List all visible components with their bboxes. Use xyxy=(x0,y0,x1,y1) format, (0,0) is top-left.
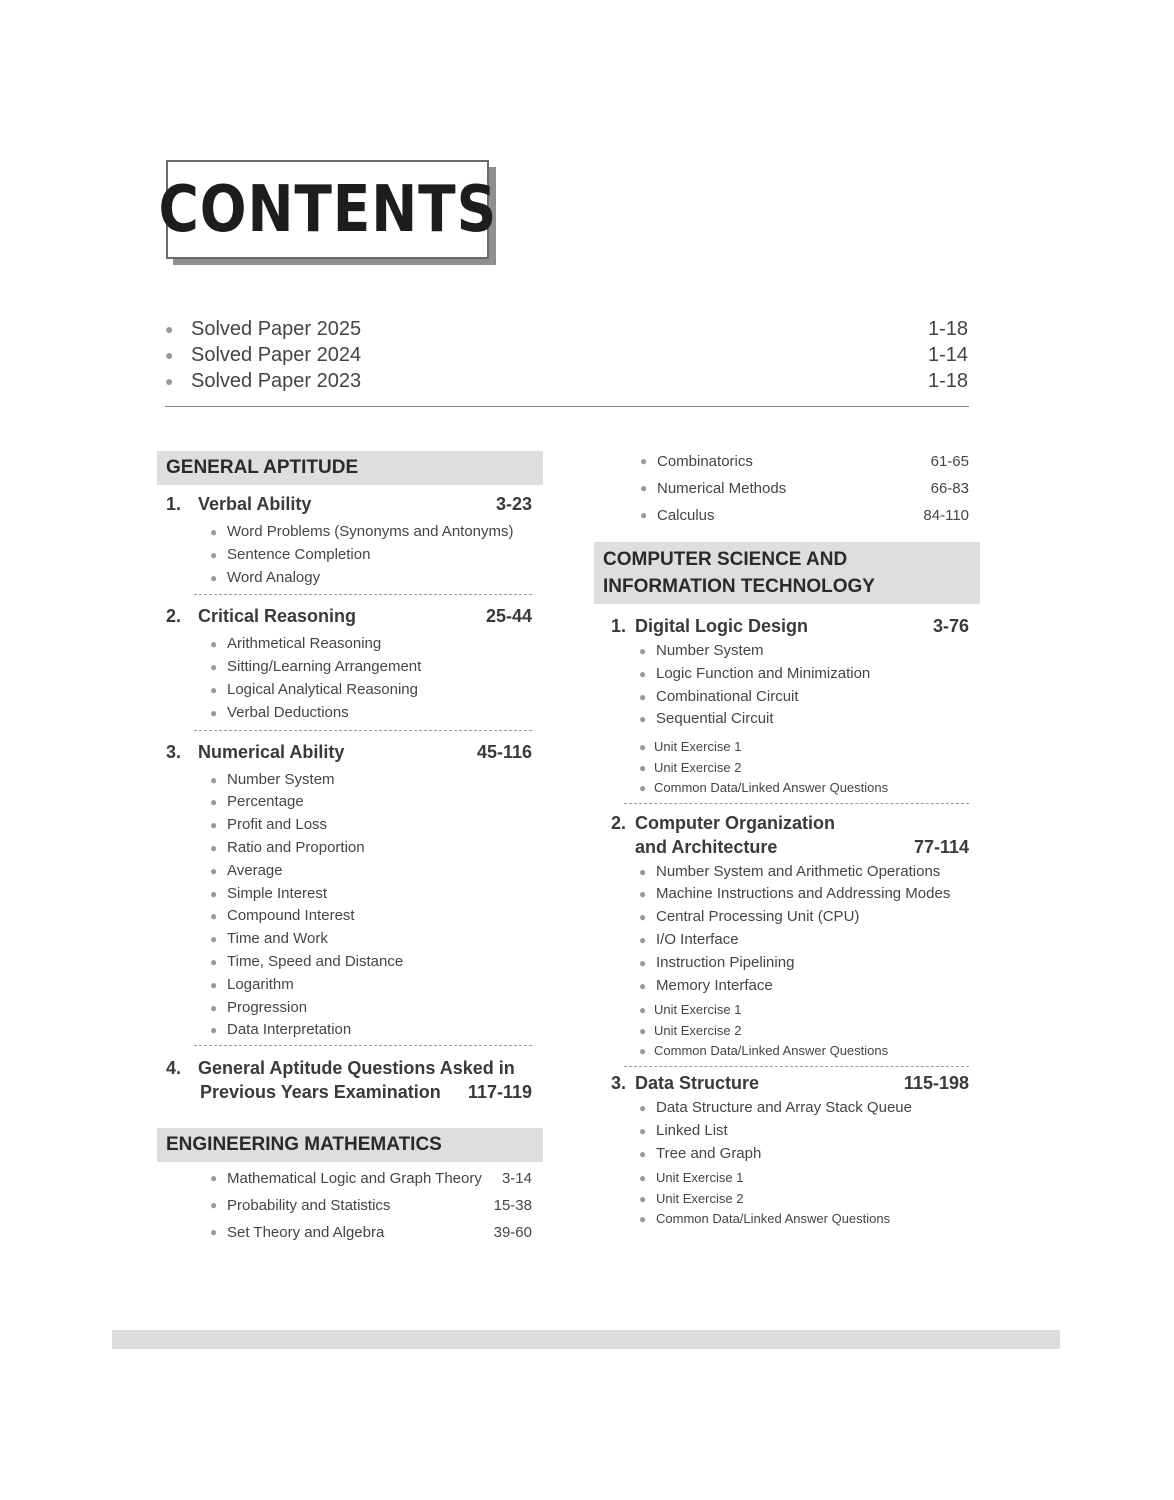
chapter-number: 2. xyxy=(611,812,627,833)
topic-list xyxy=(637,640,969,731)
list-item: ● Ratio and Proportion xyxy=(208,837,532,860)
section-heading-engineering-mathematics: ENGINEERING MATHEMATICS xyxy=(157,1128,543,1162)
bullet-icon: ● xyxy=(639,760,647,775)
list-item: ● Time and Work xyxy=(208,928,532,951)
bullet-icon: ● xyxy=(639,910,647,925)
topic-list xyxy=(208,769,532,1043)
list-item: ● Memory Interface xyxy=(637,975,969,998)
bullet-icon: ● xyxy=(210,772,218,787)
list-item: ● Arithmetical Reasoning xyxy=(208,633,532,656)
bullet-icon: ● xyxy=(210,682,218,697)
list-item: ● Instruction Pipelining xyxy=(637,952,969,975)
list-item: ● Unit Exercise 1 xyxy=(637,737,969,758)
chapter-heading xyxy=(611,811,969,835)
chapter-pages: 3-23 xyxy=(495,494,532,514)
section-heading-line: INFORMATION TECHNOLOGY xyxy=(603,576,875,597)
chapter-heading-line2 xyxy=(166,1080,532,1104)
exercise-list xyxy=(637,1000,969,1062)
list-item: ● Linked List xyxy=(637,1120,969,1143)
bullet-icon: ● xyxy=(210,954,218,969)
solved-papers-list xyxy=(165,316,968,394)
bullet-icon: ● xyxy=(639,781,647,796)
chapter-previous-years xyxy=(157,1046,543,1104)
list-item: ● Sitting/Learning Arrangement xyxy=(208,656,532,679)
bullet-icon: ● xyxy=(640,508,648,522)
list-item: ● I/O Interface xyxy=(637,929,969,952)
chapter-pages: 25-44 xyxy=(485,606,532,627)
list-item: ● Common Data/Linked Answer Questions xyxy=(637,1209,969,1230)
chapter-title: Digital Logic Design xyxy=(635,616,809,636)
bullet-icon: ● xyxy=(639,864,647,879)
chapter-pages: 45-116 xyxy=(476,741,532,762)
chapter-title: General Aptitude Questions Asked in xyxy=(198,1058,515,1079)
bullet-icon: ● xyxy=(639,644,647,658)
bullet-icon: ● xyxy=(210,660,218,675)
left-column xyxy=(157,451,543,1246)
list-item: ● Unit Exercise 2 xyxy=(637,1189,969,1210)
bullet-icon: ● xyxy=(639,955,647,970)
chapter-number: 4. xyxy=(166,1058,182,1079)
topic-list xyxy=(208,1165,532,1246)
list-item: ● Verbal Deductions xyxy=(208,702,532,725)
list-item: ● Calculus 84-110 xyxy=(638,502,969,529)
chapter-pages: 115-198 xyxy=(903,1072,969,1093)
solved-paper-row xyxy=(165,316,968,342)
bullet-icon: ● xyxy=(640,454,648,468)
topic-list xyxy=(638,448,969,529)
list-item: ● Percentage xyxy=(208,791,532,814)
chapter-numerical-ability xyxy=(157,731,543,1047)
list-item: ● Average xyxy=(208,860,532,883)
list-item: ● Logical Analytical Reasoning xyxy=(208,679,532,702)
bullet-icon: ● xyxy=(639,933,647,948)
bullet-icon: ● xyxy=(210,1171,218,1186)
list-item: ● Time, Speed and Distance xyxy=(208,951,532,974)
list-item: ● Number System xyxy=(208,769,532,792)
topic-list xyxy=(637,1097,969,1165)
list-item: ● Compound Interest xyxy=(208,905,532,928)
bullet-icon: ● xyxy=(165,373,174,389)
chapter-pages: 77-114 xyxy=(913,836,969,857)
topic-list xyxy=(208,521,532,589)
bullet-icon: ● xyxy=(210,1225,218,1240)
solved-paper-label: Solved Paper 2024 xyxy=(191,343,362,366)
chapter-digital-logic xyxy=(594,604,980,804)
bullet-icon: ● xyxy=(210,705,218,720)
list-item: ● Sequential Circuit xyxy=(637,708,969,731)
chapter-heading xyxy=(166,604,532,628)
solved-paper-row xyxy=(165,368,968,394)
chapter-heading xyxy=(611,614,969,638)
chapter-heading-line2 xyxy=(611,835,969,859)
bullet-icon: ● xyxy=(210,909,218,924)
list-item: ● Sentence Completion xyxy=(208,544,532,567)
chapter-title: and Architecture xyxy=(635,836,778,857)
bullet-icon: ● xyxy=(639,1171,647,1186)
chapter-title: Verbal Ability xyxy=(198,494,312,514)
footer-bar xyxy=(112,1330,1060,1349)
bullet-icon: ● xyxy=(639,1044,647,1059)
exercise-list xyxy=(637,1168,969,1230)
right-column xyxy=(594,448,980,1230)
chapter-verbal-ability xyxy=(157,485,543,595)
bullet-icon: ● xyxy=(210,525,218,539)
solved-paper-label: Solved Paper 2023 xyxy=(191,369,362,392)
list-item: ● Common Data/Linked Answer Questions xyxy=(637,778,969,799)
chapter-title: Numerical Ability xyxy=(198,741,345,762)
chapter-number: 2. xyxy=(166,606,182,627)
solved-paper-label: Solved Paper 2025 xyxy=(191,317,362,340)
solved-paper-row xyxy=(165,342,968,368)
bullet-icon: ● xyxy=(210,570,218,585)
chapter-heading xyxy=(166,492,532,516)
exercise-list xyxy=(637,737,969,799)
chapter-computer-organization xyxy=(594,804,980,1067)
list-item: ● Number System and Arithmetic Operations xyxy=(637,861,969,884)
list-item: ● Data Structure and Array Stack Queue xyxy=(637,1097,969,1120)
topic-list xyxy=(637,861,969,998)
page-title: CONTENTS xyxy=(158,172,497,247)
contents-title-box xyxy=(158,160,497,259)
bullet-icon: ● xyxy=(165,347,174,363)
list-item: ● Machine Instructions and Addressing Modes xyxy=(637,883,969,906)
chapter-critical-reasoning xyxy=(157,595,543,730)
chapter-heading xyxy=(166,1056,532,1080)
bullet-icon: ● xyxy=(210,818,218,833)
bullet-icon: ● xyxy=(639,689,647,704)
bullet-icon: ● xyxy=(639,1146,647,1161)
topic-list xyxy=(208,633,532,724)
chapter-title: Previous Years Examination xyxy=(200,1082,441,1103)
list-item: ● Word Analogy xyxy=(208,567,532,590)
chapter-number: 3. xyxy=(611,1072,627,1093)
bullet-icon: ● xyxy=(639,1023,647,1038)
list-item: ● Unit Exercise 2 xyxy=(637,1021,969,1042)
list-item: ● Word Problems (Synonyms and Antonyms) xyxy=(208,521,532,544)
list-item: ● Numerical Methods 66-83 xyxy=(638,475,969,502)
bullet-icon: ● xyxy=(639,1191,647,1206)
section-heading-computer-science xyxy=(594,542,980,604)
bullet-icon: ● xyxy=(210,863,218,878)
bullet-icon: ● xyxy=(210,840,218,855)
chapter-heading xyxy=(611,1071,969,1095)
chapter-data-structure xyxy=(594,1067,980,1230)
list-item: ● Unit Exercise 1 xyxy=(637,1000,969,1021)
section-heading-general-aptitude: GENERAL APTITUDE xyxy=(157,451,543,485)
bullet-icon: ● xyxy=(210,977,218,992)
list-item: ● Number System xyxy=(637,640,969,663)
chapter-number: 3. xyxy=(166,741,182,762)
list-item: ● Profit and Loss xyxy=(208,814,532,837)
solved-paper-pages: 1-18 xyxy=(927,369,968,392)
list-item: ● Set Theory and Algebra 39-60 xyxy=(208,1219,532,1246)
list-item: ● Logic Function and Minimization xyxy=(637,663,969,686)
chapter-title: Data Structure xyxy=(635,1072,760,1093)
list-item: ● Simple Interest xyxy=(208,883,532,906)
bullet-icon: ● xyxy=(210,886,218,901)
list-item: ● Mathematical Logic and Graph Theory 3-14 xyxy=(208,1165,532,1192)
bullet-icon: ● xyxy=(210,637,218,652)
list-item: ● Combinatorics 61-65 xyxy=(638,448,969,475)
list-item: ● Logarithm xyxy=(208,974,532,997)
chapter-pages: 3-76 xyxy=(932,616,969,636)
chapter-number: 1. xyxy=(611,616,627,636)
bullet-icon: ● xyxy=(210,1023,218,1038)
bullet-icon: ● xyxy=(210,795,218,810)
section-heading-line: COMPUTER SCIENCE AND xyxy=(603,549,848,570)
chapter-title: Critical Reasoning xyxy=(198,606,357,627)
chapter-title: Computer Organization xyxy=(635,812,836,833)
bullet-icon: ● xyxy=(639,1123,647,1138)
list-item: ● Data Interpretation xyxy=(208,1019,532,1042)
bullet-icon: ● xyxy=(210,1000,218,1015)
bullet-icon: ● xyxy=(210,1198,218,1213)
bullet-icon: ● xyxy=(640,481,648,495)
chapter-heading xyxy=(166,740,532,764)
chapter-pages: 117-119 xyxy=(467,1082,532,1103)
list-item: ● Probability and Statistics 15-38 xyxy=(208,1192,532,1219)
bullet-icon: ● xyxy=(639,666,647,681)
bullet-icon: ● xyxy=(639,978,647,993)
bullet-icon: ● xyxy=(639,712,647,727)
bullet-icon: ● xyxy=(639,1003,647,1018)
bullet-icon: ● xyxy=(639,1100,647,1115)
bullet-icon: ● xyxy=(639,887,647,902)
solved-paper-pages: 1-14 xyxy=(927,343,968,366)
list-item: ● Combinational Circuit xyxy=(637,686,969,709)
solved-paper-pages: 1-18 xyxy=(927,317,968,340)
list-item: ● Unit Exercise 1 xyxy=(637,1168,969,1189)
list-item: ● Common Data/Linked Answer Questions xyxy=(637,1041,969,1062)
bullet-icon: ● xyxy=(639,1212,647,1227)
chapter-number: 1. xyxy=(166,494,182,514)
bullet-icon: ● xyxy=(210,547,218,562)
bullet-icon: ● xyxy=(165,321,174,337)
divider xyxy=(165,406,969,407)
list-item: ● Central Processing Unit (CPU) xyxy=(637,906,969,929)
bullet-icon: ● xyxy=(639,740,647,755)
bullet-icon: ● xyxy=(210,932,218,947)
list-item: ● Tree and Graph xyxy=(637,1143,969,1166)
list-item: ● Progression xyxy=(208,997,532,1020)
list-item: ● Unit Exercise 2 xyxy=(637,758,969,779)
